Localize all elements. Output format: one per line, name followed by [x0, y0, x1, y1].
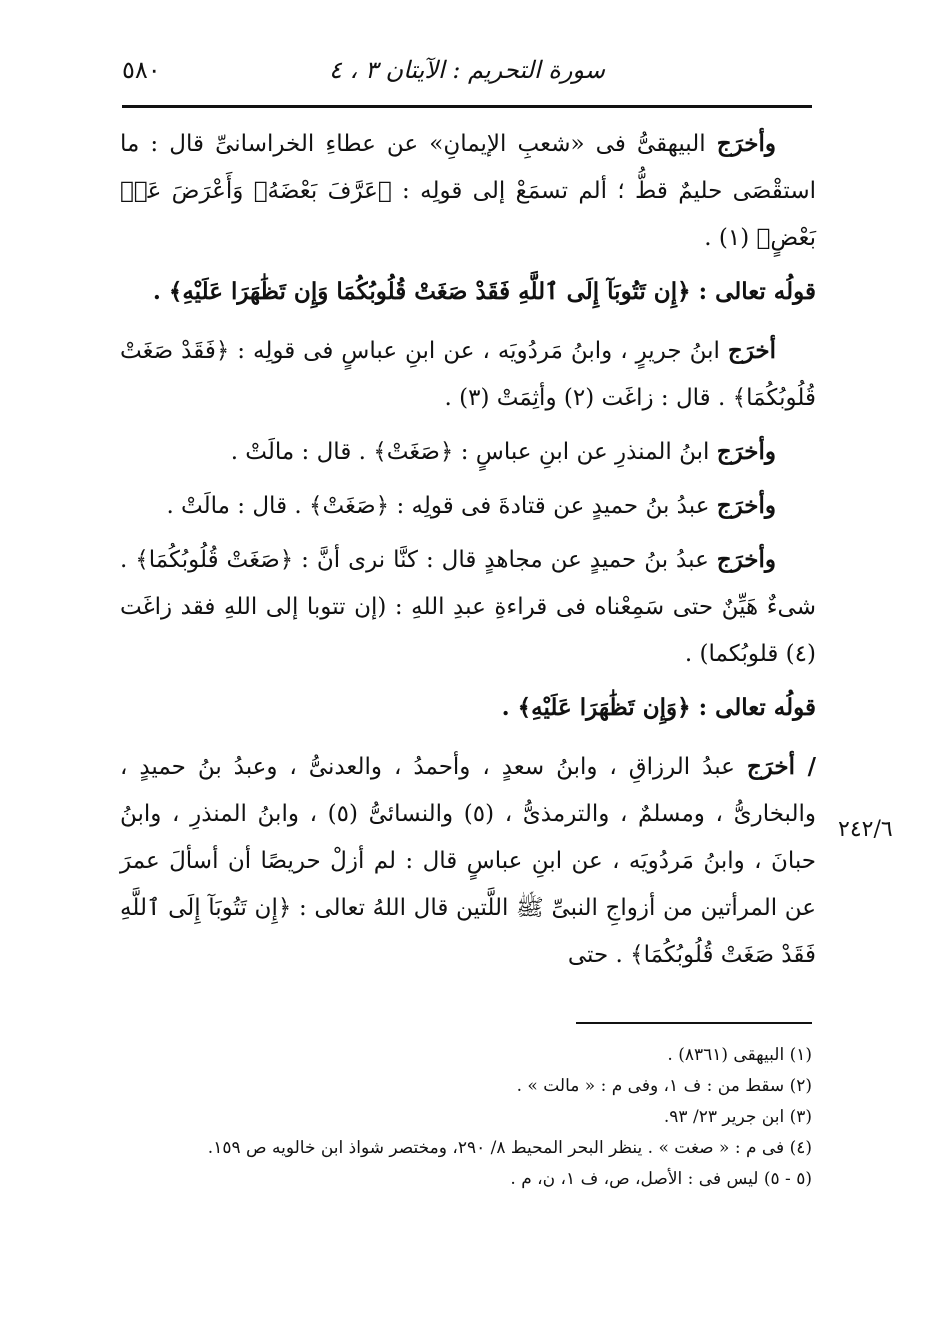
verse-heading-text: ﴿وَإِن تَظَٰهَرَا عَلَيْهِ﴾ .	[501, 694, 691, 721]
page-number: ٥٨٠	[122, 56, 161, 84]
paragraph-text: البيهقىُّ فى «شعبِ الإيمانِ» عن عطاءِ الخراسانىِّ قال : ما استقْصَى حليمٌ قطُّ ؛ ألم تسمَعْ إلى قولِه : ﴿عَرَّفَ بَعْضَهُۥ وَأَعْرَضَ عَنۢ بَعْضٍ﴾ (١) .	[120, 131, 816, 251]
verse-heading	[120, 684, 816, 731]
footnote: (١) البيهقى (٨٣٦١) .	[667, 1045, 812, 1065]
paragraph-text: عبدُ بنُ حميدٍ عن مجاهدٍ قال : كنَّا نرى أنَّ : ﴿صَغَتْ قُلُوبُكُمَا﴾ . شىءٌ هَيِّنٌ حتى سَمِعْناه فى قراءةِ عبدِ اللهِ : (إن تتوبا إلى اللهِ فقد زاغَت (٤) قلوبُكما) .	[120, 547, 816, 667]
paragraph-lead: وأخرَج	[716, 546, 776, 573]
paragraph-lead: وأخرَج	[716, 438, 776, 465]
paragraph-text: عبدُ الرزاقِ ، وابنُ سعدٍ ، وأحمدُ ، والعدنىُّ ، وعبدُ بنُ حميدٍ ، والبخارىُّ ، ومسلمٌ ، والترمذىُّ ، (٥) والنسائىُّ (٥) ، وابنُ المنذرِ ، وابنُ حبانَ ، وابنُ مَردُويَه ، عن ابنِ عباسٍ قال : لم أزلْ حريصًا أن أسألَ عمرَ عن المرأتين من أزواجِ النبىِّ ﷺ اللَّتين قال اللهُ تعالى : ﴿إِن تَتُوبَآ إِلَى ٱللَّهِ فَقَدْ صَغَتْ قُلُوبُكُمَا﴾ . حتى	[120, 754, 816, 968]
paragraph-text: ابنُ جريرٍ ، وابنُ مَردُويَه ، عن ابنِ عباسٍ فى قولِه : ﴿فَقَدْ صَغَتْ قُلُوبُكُمَا﴾ . قال : زاغَت (٢) وأثِمَتْ (٣) .	[120, 338, 816, 411]
paragraph	[120, 743, 816, 979]
footnote: (٥ - ٥) ليس فى : الأصل، ص، ف ١، ن، م .	[510, 1169, 812, 1189]
header-rule	[122, 105, 812, 108]
paragraph-lead: / أخرَج	[746, 753, 816, 780]
footnotes	[170, 1040, 812, 1195]
running-header	[122, 56, 812, 96]
paragraph	[120, 120, 816, 262]
footnote: (٢) سقط من : ف ١، وفى م : « مالت » .	[516, 1076, 812, 1096]
margin-reference: ٢٤٢/٦	[838, 817, 893, 842]
verse-heading	[120, 268, 816, 315]
paragraph-lead: وأخرَج	[716, 130, 776, 157]
main-text	[120, 120, 816, 985]
paragraph-text: ابنُ المنذرِ عن ابنِ عباسٍ : ﴿صَغَتْ﴾ . قال : مالَتْ .	[230, 439, 710, 465]
footnote: (٣) ابن جرير ٢٣/ ٩٣.	[663, 1107, 812, 1127]
paragraph	[120, 536, 816, 678]
header-title: سورة التحريم : الآيتان ٣ ، ٤	[329, 56, 605, 84]
verse-heading-lead: قولُه تعالى :	[698, 278, 816, 305]
paragraph	[120, 482, 816, 530]
footnote-rule	[576, 1022, 812, 1024]
footnote: (٤) فى م : « صغت » . ينظر البحر المحيط ٨/ ٢٩٠، ومختصر شواذ ابن خالويه ص ١٥٩.	[207, 1138, 812, 1158]
paragraph-lead: أخرَج	[727, 337, 776, 364]
verse-heading-text: ﴿إِن تَتُوبَآ إِلَى ٱللَّهِ فَقَدْ صَغَتْ قُلُوبُكُمَا وَإِن تَظَٰهَرَا عَلَيْهِ﴾ .	[152, 278, 691, 305]
paragraph-lead: وأخرَج	[716, 492, 776, 519]
paragraph-text: عبدُ بنُ حميدٍ عن قتادةَ فى قولِه : ﴿صَغَتْ﴾ . قال : مالَتْ .	[166, 493, 710, 519]
verse-heading-lead: قولُه تعالى :	[698, 694, 816, 721]
paragraph	[120, 428, 816, 476]
paragraph	[120, 327, 816, 422]
